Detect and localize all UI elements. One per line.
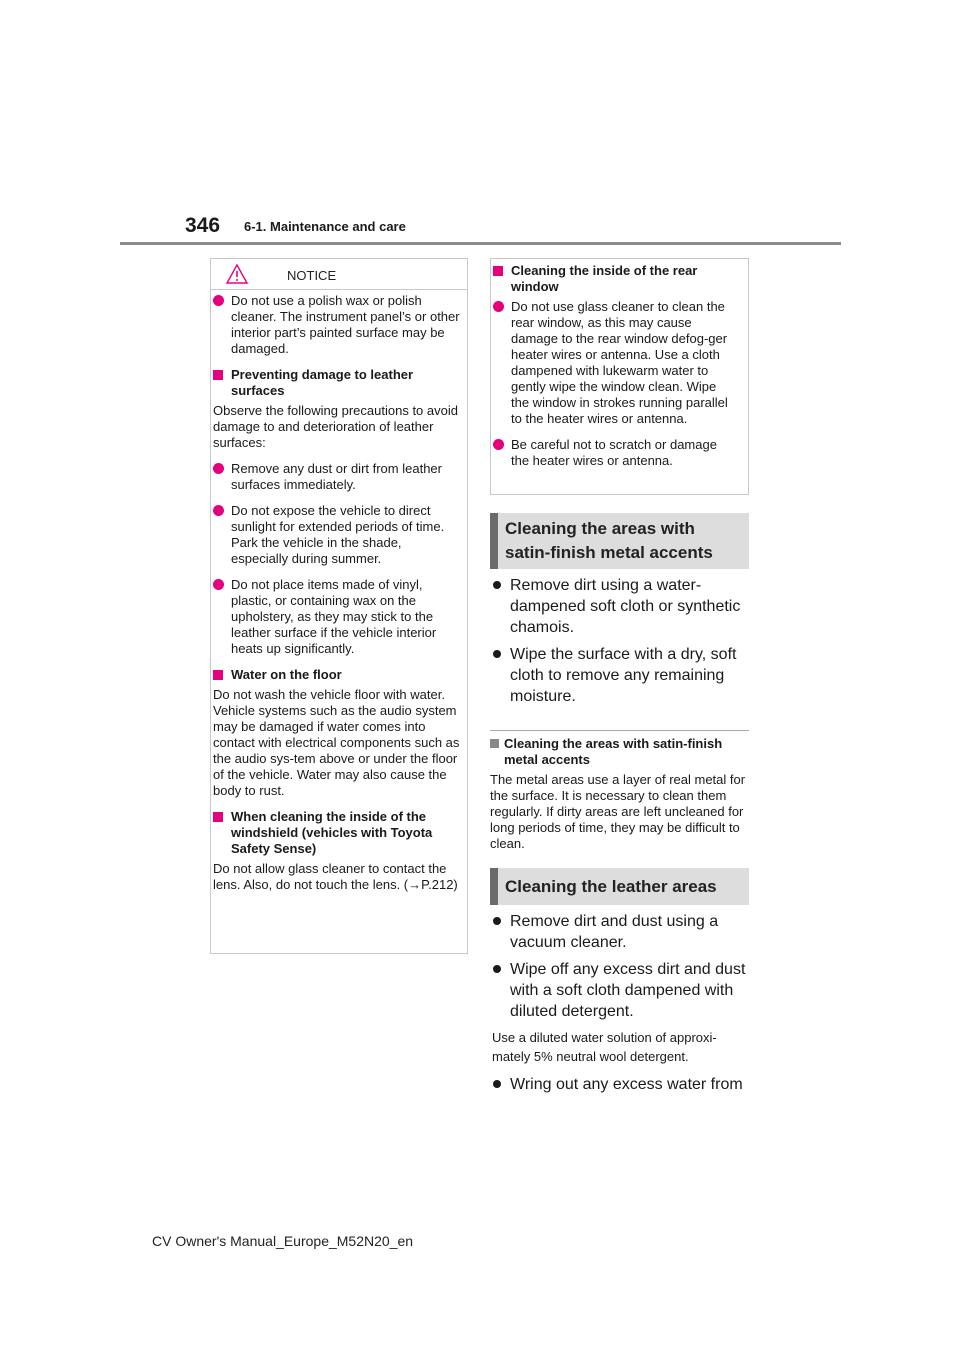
- notice-paragraph: Observe the following precautions to avoid damage to and deterioration of leather surfaces:: [213, 403, 458, 450]
- notice-divider: [211, 289, 467, 290]
- bullet-dot-icon: [493, 581, 501, 589]
- notice-bullet: Do not expose the vehicle to direct sunlight for extended periods of time. Park the vehicle in the shade, especially during summer.: [213, 503, 461, 567]
- notice-header: [211, 263, 469, 289]
- section-title: 6-1. Maintenance and care: [244, 219, 406, 234]
- footer-text: CV Owner's Manual_Europe_M52N20_en: [152, 1233, 414, 1249]
- satin-bullet: Remove dirt using a water-dampened soft cloth or synthetic chamois.: [492, 575, 748, 638]
- bullet-dot-icon: [493, 650, 501, 658]
- warning-triangle-icon: [225, 263, 249, 285]
- bullet-dot-icon: [493, 301, 504, 312]
- square-bullet-icon: [213, 670, 223, 680]
- satin-section-band: [490, 513, 749, 569]
- satin-bullets: [492, 575, 748, 713]
- square-bullet-icon: [493, 266, 503, 276]
- notice-paragraph: Do not allow glass cleaner to contact the lens. Also, do not touch the lens. (→P.212): [213, 861, 458, 892]
- bullet-dot-icon: [213, 505, 224, 516]
- rear-window-bullet: Do not use glass cleaner to clean the rear window, as this may cause damage to the rear window defog-ger heater wires or antenna. Use a cloth dampened with lukewarm water to gently wipe the window clean. Wipe the window in strokes running parallel to the heater wires or antenna.: [493, 299, 737, 427]
- notice-paragraph: Do not wash the vehicle floor with water. Vehicle systems such as the audio system may be damaged if water comes into contact with electrical components such as the audio sys-tem above or under the floor of the vehicle. Water may also cause the body to rust.: [213, 687, 460, 798]
- notice-title: NOTICE: [287, 268, 337, 283]
- leather-section-band: [490, 868, 749, 905]
- notice-subheading: When cleaning the inside of the windshield (vehicles with Toyota Safety Sense): [213, 809, 461, 857]
- notice-bullet: Remove any dust or dirt from leather surfaces immediately.: [213, 461, 461, 493]
- leather-bullet: Wring out any excess water from: [492, 1074, 748, 1095]
- notice-box: [210, 258, 468, 954]
- notice-bullet: Do not use a polish wax or polish cleaner. The instrument panel’s or other interior part’s painted surface may be damaged.: [213, 293, 461, 357]
- bullet-dot-icon: [493, 439, 504, 450]
- satin-note: [490, 736, 749, 862]
- rear-window-bullet: Be careful not to scratch or damage the heater wires or antenna.: [493, 437, 737, 469]
- bullet-dot-icon: [493, 965, 501, 973]
- bullet-dot-icon: [213, 463, 224, 474]
- rear-window-heading: Cleaning the inside of the rear window: [493, 263, 737, 295]
- bullet-dot-icon: [213, 579, 224, 590]
- square-bullet-icon: [213, 812, 223, 822]
- notice-bullet: Do not place items made of vinyl, plastic, or containing wax on the upholstery, as they may stick to the leather surface if the vehicle interior heats up significantly.: [213, 577, 461, 657]
- leather-title: Cleaning the leather areas: [505, 877, 717, 896]
- leather-bullet: Remove dirt and dust using a vacuum cleaner.: [492, 911, 748, 953]
- header-divider: [120, 242, 841, 245]
- leather-content: [492, 911, 748, 1101]
- square-bullet-icon: [490, 739, 499, 748]
- leather-bullet: Wipe off any excess dirt and dust with a soft cloth dampened with diluted detergent.: [492, 959, 748, 1022]
- notice-subheading: Preventing damage to leather surfaces: [213, 367, 461, 399]
- square-bullet-icon: [213, 370, 223, 380]
- satin-note-divider: [490, 730, 749, 731]
- rear-window-box: [490, 258, 749, 495]
- satin-title-line2: satin-finish metal accents: [505, 543, 713, 562]
- page-number: 346: [185, 214, 221, 237]
- satin-bullet: Wipe the surface with a dry, soft cloth to remove any remaining moisture.: [492, 644, 748, 707]
- notice-subheading: Water on the floor: [213, 667, 461, 683]
- notice-content: [213, 293, 461, 903]
- bullet-dot-icon: [493, 1080, 501, 1088]
- leather-note: Use a diluted water solution of approxi-mately 5% neutral wool detergent.: [492, 1030, 717, 1064]
- rear-window-content: [493, 263, 737, 479]
- satin-note-heading: Cleaning the areas with satin-finish metal accents: [490, 736, 749, 768]
- bullet-dot-icon: [213, 295, 224, 306]
- satin-title-line1: Cleaning the areas with: [505, 519, 695, 538]
- bullet-dot-icon: [493, 917, 501, 925]
- satin-note-text: The metal areas use a layer of real metal for the surface. It is necessary to clean them regularly. If dirty areas are left uncleaned for long periods of time, they may be difficult to clean.: [490, 772, 746, 851]
